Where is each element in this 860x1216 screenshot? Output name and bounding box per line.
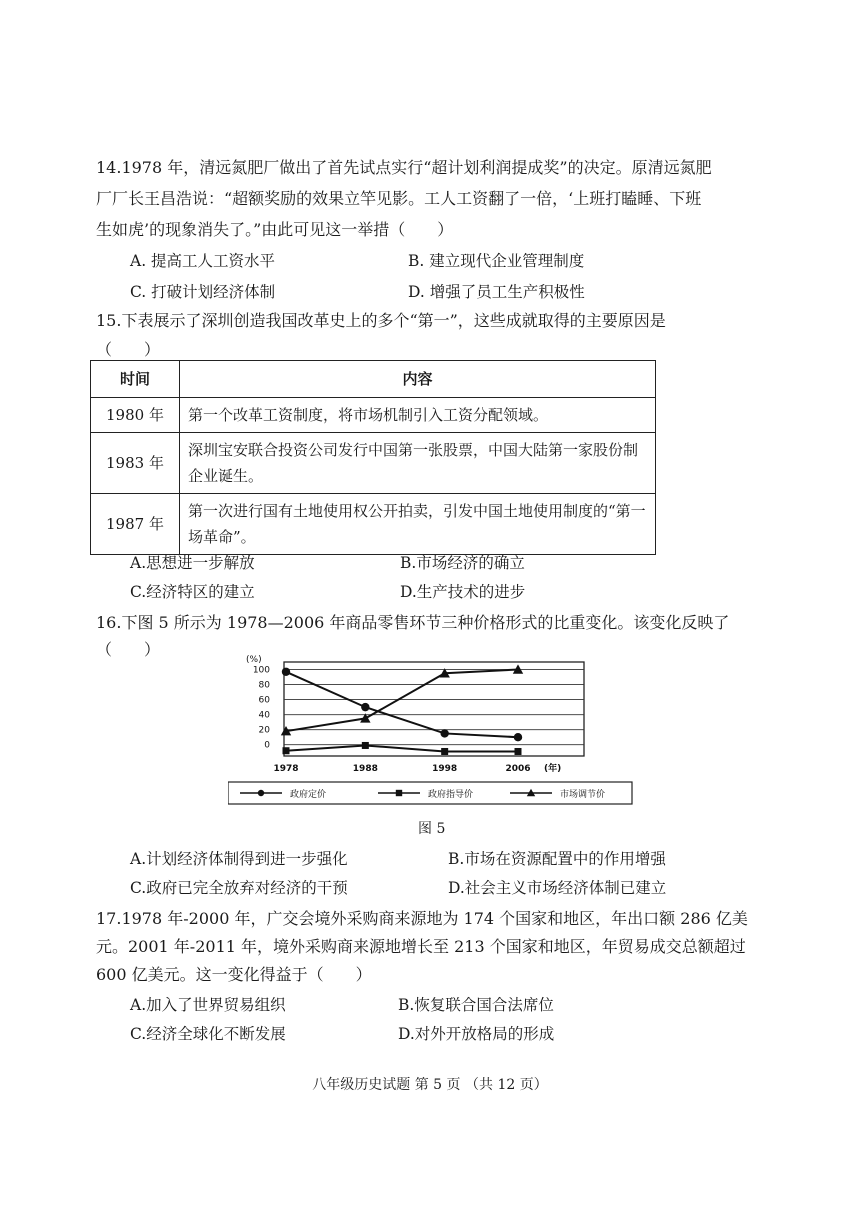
q17-line-2: 元。2001 年-2011 年，境外采购商来源地增长至 213 个国家和地区，年贸易成交总额超过 — [96, 937, 746, 956]
data-point — [440, 729, 448, 737]
table-row — [91, 398, 656, 433]
q17-line-3: 600 亿美元。这一变化得益于（ ） — [96, 965, 372, 984]
x-tick-label: 1988 — [352, 764, 378, 774]
y-tick-label: 100 — [252, 665, 270, 676]
y-tick-label: 0 — [264, 740, 270, 751]
x-unit-label: (年) — [544, 764, 562, 774]
q17-option-a[interactable]: A.加入了世界贸易组织 — [130, 996, 286, 1014]
table-row — [91, 433, 656, 494]
q14-option-d[interactable]: D. 增强了员工生产积极性 — [408, 283, 585, 301]
q17-option-b[interactable]: B.恢复联合国合法席位 — [398, 996, 554, 1014]
table-cell-content: 第一次进行国有土地使用权公开拍卖，引发中国土地使用制度的“第一场革命”。 — [180, 494, 656, 555]
q16-line-1: 16.下图 5 所示为 1978—2006 年商品零售环节三种价格形式的比重变化。该变化反映了 — [96, 613, 730, 632]
x-tick-label: 2006 — [505, 764, 531, 774]
q15-option-b[interactable]: B.市场经济的确立 — [400, 554, 525, 572]
q17-line-1: 17.1978 年-2000 年，广交会境外采购商来源地为 174 个国家和地区，年出口额 286 亿美 — [96, 909, 748, 928]
data-point — [283, 747, 290, 754]
table-cell-content: 深圳宝安联合投资公司发行中国第一张股票，中国大陆第一家股份制企业诞生。 — [180, 433, 656, 494]
data-point — [282, 668, 290, 676]
q14-option-a[interactable]: A. 提高工人工资水平 — [130, 252, 276, 270]
legend-label: 政府指导价 — [428, 790, 474, 800]
q16-option-c[interactable]: C.政府已完全放弃对经济的干预 — [130, 879, 348, 897]
chart-series — [281, 664, 523, 755]
q16-option-a[interactable]: A.计划经济体制得到进一步强化 — [130, 850, 348, 868]
shenzhen-firsts-table — [90, 360, 656, 555]
q15-line-2: （ ） — [96, 340, 161, 359]
legend-marker — [396, 790, 402, 796]
data-point — [361, 703, 369, 711]
q15-option-d[interactable]: D.生产技术的进步 — [400, 583, 526, 601]
table-row — [91, 494, 656, 555]
q16-option-b[interactable]: B.市场在资源配置中的作用增强 — [448, 850, 666, 868]
legend-marker — [258, 790, 264, 796]
y-tick-label: 80 — [258, 680, 270, 691]
series-line-0 — [286, 672, 518, 737]
y-tick-label: 20 — [258, 725, 270, 736]
data-point — [515, 748, 522, 755]
table-header-row — [91, 361, 656, 398]
q14-option-b[interactable]: B. 建立现代企业管理制度 — [408, 252, 585, 270]
q16-line-2: （ ） — [96, 640, 161, 659]
series-line-1 — [286, 745, 518, 751]
data-point — [441, 748, 448, 755]
table-cell-year: 1983 年 — [91, 433, 180, 494]
q15-option-a[interactable]: A.思想进一步解放 — [130, 554, 255, 572]
legend-label: 市场调节价 — [560, 790, 606, 800]
chart-legend — [228, 782, 632, 804]
plot-frame — [284, 662, 584, 756]
data-point — [362, 742, 369, 749]
q14-line-1: 14.1978 年，清远氮肥厂做出了首先试点实行“超计划利润提成奖”的决定。原清远氮肥 — [96, 158, 712, 177]
chart-x-ticks — [273, 762, 561, 774]
chart-grid — [284, 662, 584, 756]
table-cell-content: 第一个改革工资制度，将市场机制引入工资分配领域。 — [180, 398, 656, 433]
table-header-time: 时间 — [91, 361, 180, 398]
q16-option-d[interactable]: D.社会主义市场经济体制已建立 — [448, 879, 667, 897]
q17-option-c[interactable]: C.经济全球化不断发展 — [130, 1025, 286, 1043]
q14-line-3: 生如虎’的现象消失了。”由此可见这一举措（ ） — [96, 220, 454, 239]
y-tick-label: 40 — [258, 710, 270, 721]
data-point — [514, 733, 522, 741]
x-tick-label: 1998 — [432, 764, 458, 774]
series-line-2 — [286, 670, 518, 732]
q14-line-2: 厂厂长王昌浩说：“超额奖励的效果立竿见影。工人工资翻了一倍，‘上班打瞌睡、下班 — [96, 189, 702, 208]
y-unit-label: (%) — [246, 655, 262, 665]
table-cell-year: 1987 年 — [91, 494, 180, 555]
page-footer: 八年级历史试题 第 5 页 （共 12 页） — [312, 1077, 548, 1093]
y-tick-label: 60 — [258, 695, 270, 706]
q17-option-d[interactable]: D.对外开放格局的形成 — [398, 1025, 555, 1043]
q15-option-c[interactable]: C.经济特区的建立 — [130, 583, 255, 601]
chart-y-ticks — [246, 655, 270, 751]
legend-label: 政府定价 — [290, 790, 327, 800]
price-share-line-chart — [228, 650, 648, 810]
x-tick-label: 1978 — [273, 764, 299, 774]
q15-line-1: 15.下表展示了深圳创造我国改革史上的多个“第一”，这些成就取得的主要原因是 — [96, 311, 666, 330]
figure-caption: 图 5 — [418, 821, 446, 837]
q14-option-c[interactable]: C. 打破计划经济体制 — [130, 283, 276, 301]
table-cell-year: 1980 年 — [91, 398, 180, 433]
table-header-content: 内容 — [180, 361, 656, 398]
